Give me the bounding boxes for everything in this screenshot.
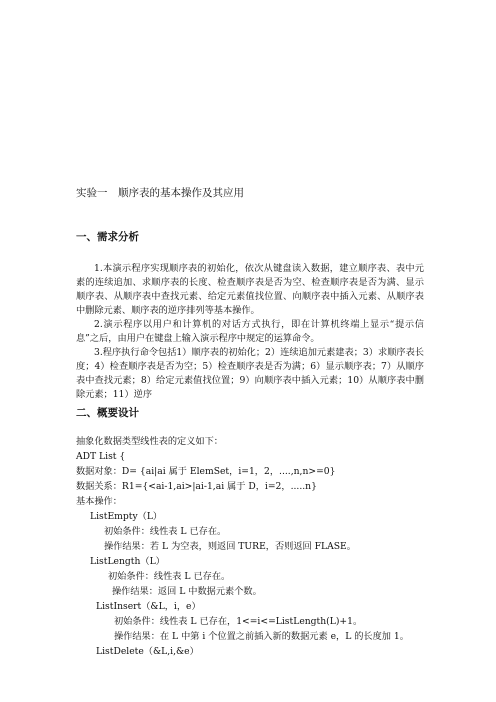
requirements-paragraph: 2.演示程序以用户和计算机的对话方式执行，即在计算机终端上显示“提示信息”之后，由用户在键盘上输入演示程序中规定的运算命令。 bbox=[76, 319, 424, 344]
design-line: 操作结果：在 L 中第 i 个位置之前插入新的数据元素 e，L 的长度加 1。 bbox=[114, 631, 409, 642]
design-line: 操作结果：返回 L 中数据元素个数。 bbox=[112, 586, 262, 597]
requirements-paragraph: 1.本演示程序实现顺序表的初始化，依次从键盘读入数据，建立顺序表、表中元素的连续追加、求顺序表的长度、检查顺序表是否为空、检查顺序表是否为满、显示顺序表、从顺序表中查找元素、给定元素值找位置、向顺序表中插入元素、从顺序表中删除元素、顺序表的逆序排列等基本操作。 bbox=[76, 263, 424, 316]
section-heading-design: 二、概要设计 bbox=[76, 407, 139, 419]
design-line: 数据对象：D= {ai|ai 属于 ElemSet，i=1，2，....,n,n>=0} bbox=[76, 466, 336, 477]
requirements-paragraph: 3.程序执行命令包括1）顺序表的初始化；2）连续追加元素建表；3）求顺序表长度；4）检查顺序表是否为空；5）检查顺序表是否为满；6）显示顺序表；7）从顺序表中查找元素；8）给定元素值找位置；9）向顺序表中插入元素；10）从顺序表中删除元素；11）逆序 bbox=[76, 347, 424, 400]
design-line: ListLength（L） bbox=[90, 556, 165, 567]
design-line: ListInsert（&L，i，e） bbox=[96, 601, 201, 612]
design-line: 初始条件：线性表 L 已存在。 bbox=[104, 526, 227, 537]
design-line: 抽象化数据类型线性表的定义如下： bbox=[76, 436, 223, 447]
design-line: 数据关系：R1={<ai-1,ai>|ai-1,ai 属于 D，i=2，.....n} bbox=[76, 481, 317, 492]
page-title: 实验一 顺序表的基本操作及其应用 bbox=[76, 187, 244, 199]
design-line: 操作结果：若 L 为空表，则返回 TURE，否则返回 FLASE。 bbox=[104, 541, 356, 552]
design-line: 初始条件：线性表 L 已存在。 bbox=[108, 571, 231, 582]
design-line: 初始条件：线性表 L 已存在，1<=i<=ListLength(L)+1。 bbox=[114, 616, 363, 627]
section-heading-requirements: 一、需求分析 bbox=[76, 231, 139, 243]
design-line: ListDelete（&L,i,&e） bbox=[96, 646, 199, 657]
design-line: 基本操作： bbox=[76, 496, 122, 507]
design-line: ListEmpty（L） bbox=[90, 511, 163, 522]
requirements-body bbox=[76, 262, 424, 402]
design-line: ADT List { bbox=[76, 451, 126, 462]
